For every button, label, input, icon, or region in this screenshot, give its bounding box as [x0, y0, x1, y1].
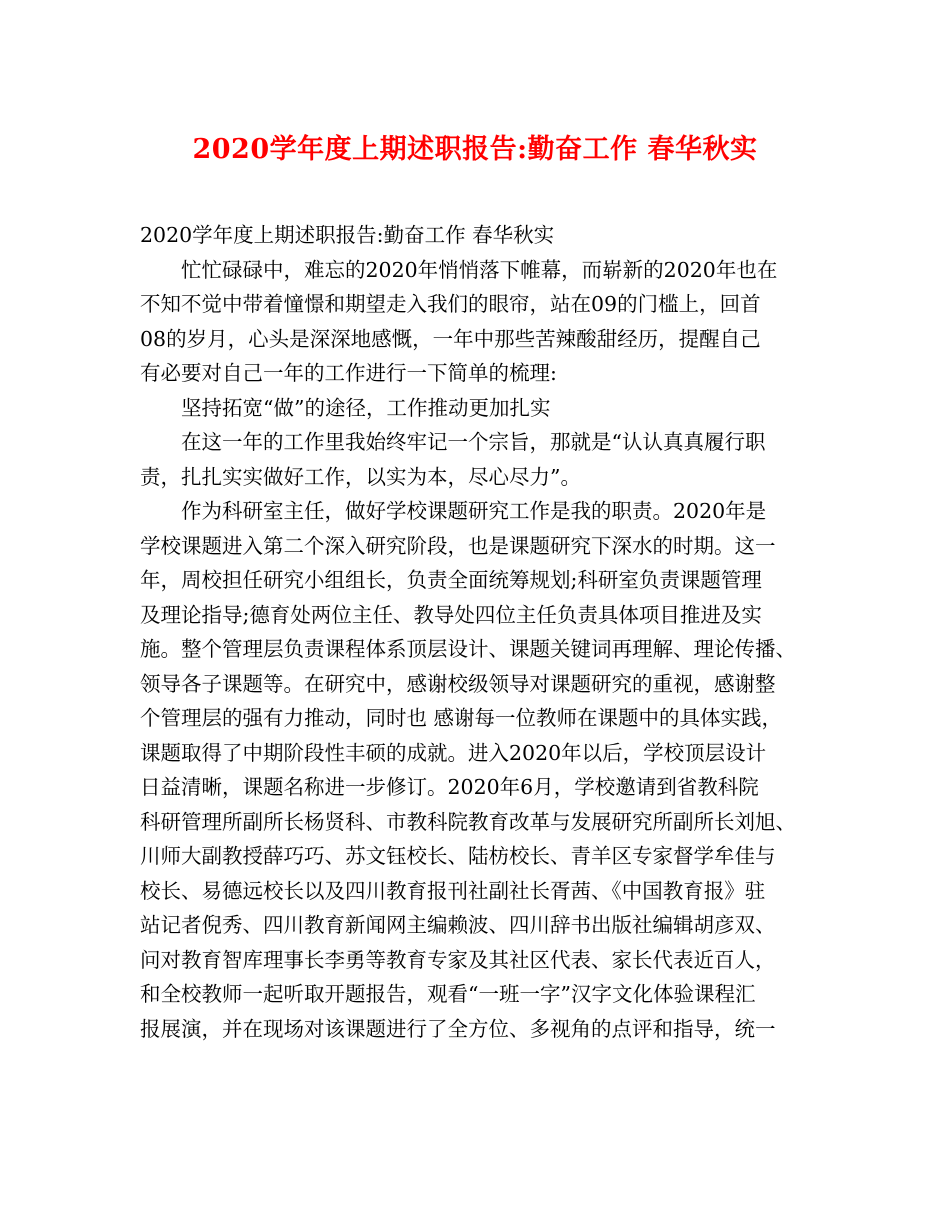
- body-line: 日益清晰，课题名称进一步修订。2020年6月，学校邀请到省教科院: [140, 775, 759, 799]
- body-line: 作为科研室主任，做好学校课题研究工作是我的职责。2020年是: [181, 499, 767, 523]
- section-heading: 坚持拓宽“做”的途径，工作推动更加扎实: [181, 395, 551, 420]
- body-line: 川师大副教授薛巧巧、苏文钰校长、陆枋校长、青羊区专家督学牟佳与: [140, 844, 776, 868]
- body-line: 个管理层的强有力推动，同时也 感谢每一位教师在课题中的具体实践，: [140, 706, 783, 730]
- body-line: 校长、易德远校长以及四川教育报刊社副社长胥茜、《中国教育报》驻: [140, 878, 766, 903]
- body-line: 科研管理所副所长杨贤科、市教科院教育改革与发展研究所副所长刘旭、: [140, 809, 796, 834]
- body-line: 责，扎扎实实做好工作，以实为本，尽心尽力”。: [140, 464, 581, 489]
- body-line: 问对教育智库理事长李勇等教育专家及其社区代表、家长代表近百人，: [140, 947, 776, 972]
- body-line: 年，周校担任研究小组组长，负责全面统筹规划;科研室负责课题管理: [140, 568, 762, 592]
- body-line: 和全校教师一起听取开题报告，观看“一班一字”汉字文化体验课程汇: [140, 982, 756, 1006]
- document-title: 2020学年度上期述职报告:勤奋工作 春华秋实: [192, 134, 758, 165]
- body-line: 在这一年的工作里我始终牢记一个宗旨，那就是“认认真真履行职: [181, 430, 766, 454]
- body-line: 报展演，并在现场对该课题进行了全方位、多视角的点评和指导，统一: [140, 1016, 776, 1041]
- body-line: 不知不觉中带着憧憬和期望走入我们的眼帘，站在09的门槛上，回首: [140, 292, 761, 316]
- body-line: 领导各子课题等。在研究中，感谢校级领导对课题研究的重视，感谢整: [140, 671, 776, 696]
- body-line: 及理论指导;德育处两位主任、教导处四位主任负责具体项目推进及实: [140, 602, 762, 627]
- body-line: 08的岁月，心头是深深地感慨，一年中那些苦辣酸甜经历，提醒自己: [140, 326, 761, 351]
- body-line: 站记者倪秀、四川教育新闻网主编赖波、四川辞书出版社编辑胡彦双、: [140, 913, 776, 937]
- body-line: 课题取得了中期阶段性丰硕的成就。进入2020年以后，学校顶层设计: [140, 740, 767, 765]
- body-line: 2020学年度上期述职报告:勤奋工作 春华秋实: [140, 223, 555, 247]
- body-line: 有必要对自己一年的工作进行一下简单的梳理:: [140, 361, 557, 385]
- body-line: 学校课题进入第二个深入研究阶段，也是课题研究下深水的时期。这一: [140, 533, 776, 558]
- body-line: 忙忙碌碌中，难忘的2020年悄悄落下帷幕，而崭新的2020年也在: [181, 257, 778, 282]
- document-body: [140, 218, 830, 1046]
- body-line: 施。整个管理层负责课程体系顶层设计、课题关键词再理解、理论传播、: [140, 637, 796, 661]
